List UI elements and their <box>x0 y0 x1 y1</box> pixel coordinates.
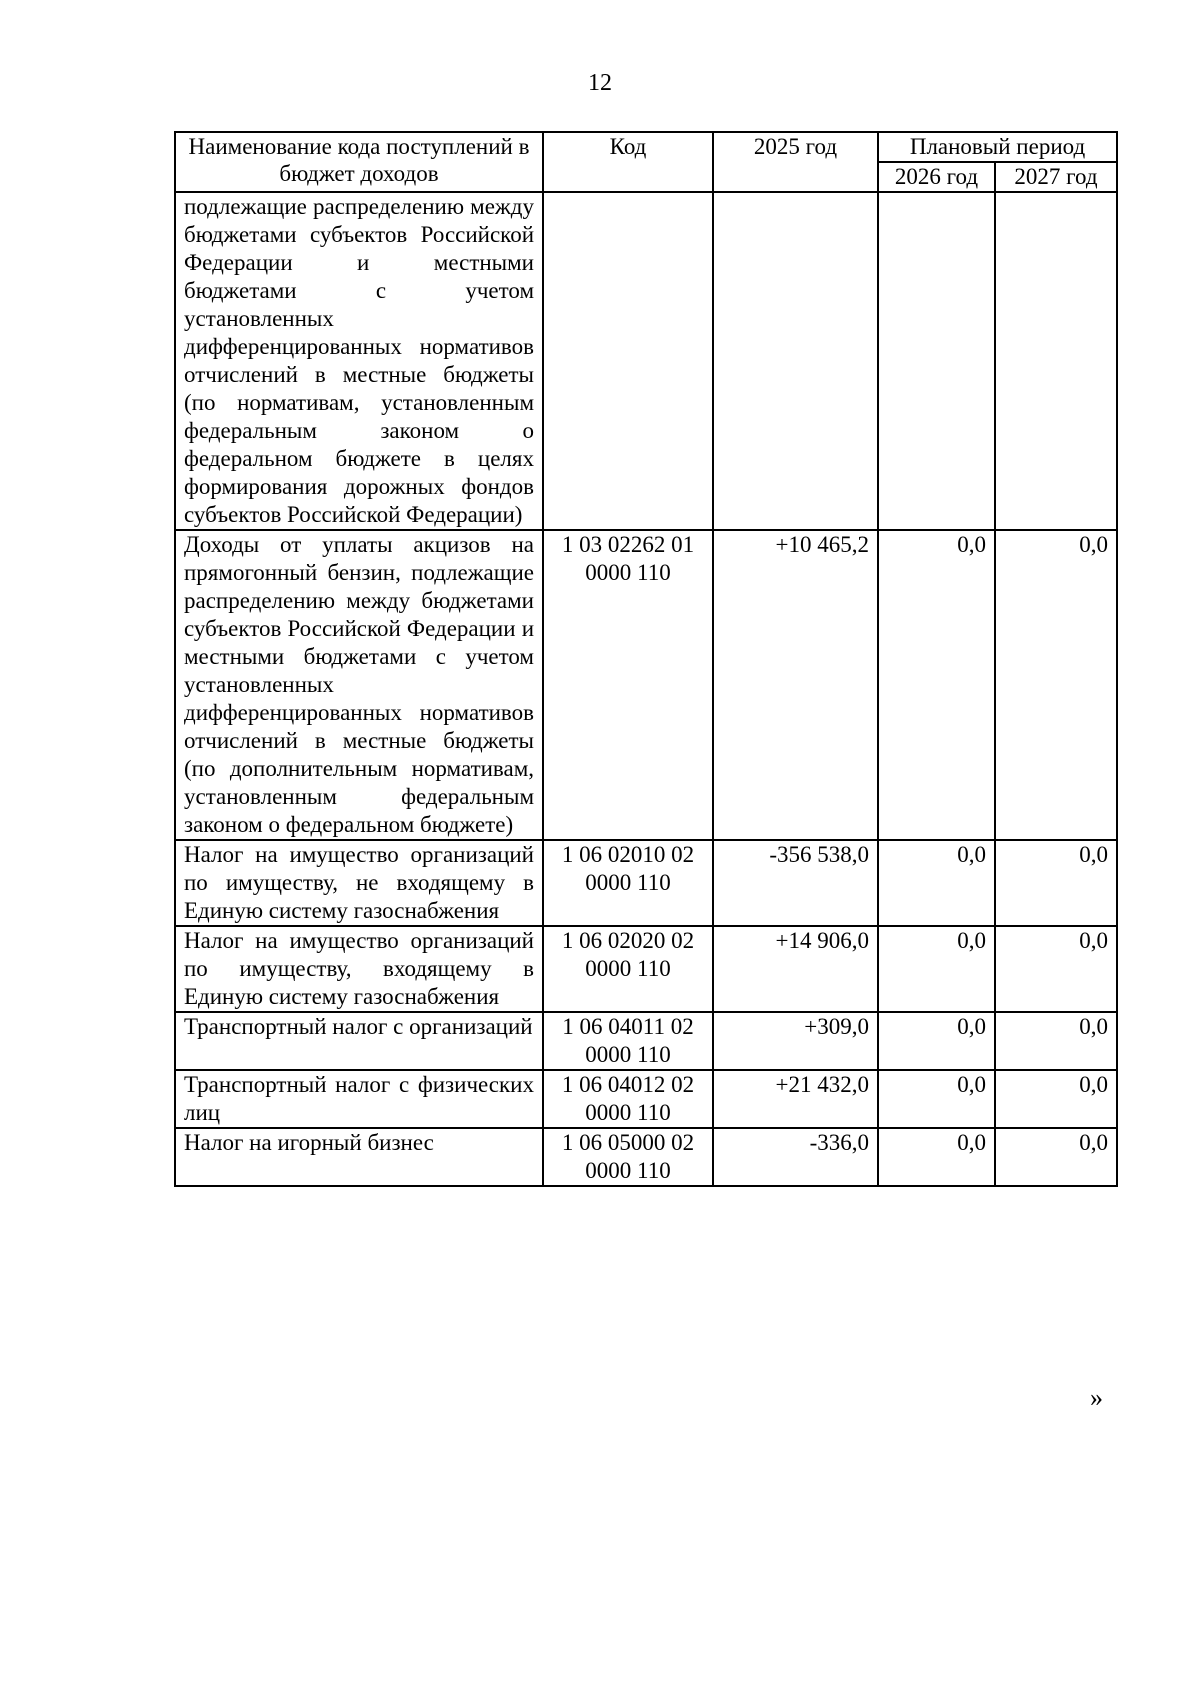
row-code: 1 03 02262 01 0000 110 <box>543 530 713 840</box>
table-row <box>175 1012 1117 1070</box>
row-2026: 0,0 <box>878 530 995 840</box>
table-row <box>175 192 1117 530</box>
row-2025: +309,0 <box>713 1012 878 1070</box>
header-plan-period: Плановый период <box>878 132 1117 162</box>
header-code: Код <box>543 132 713 192</box>
page-number: 12 <box>588 70 612 96</box>
header-name: Наименование кода поступлений в бюджет доходов <box>175 132 543 192</box>
row-name: Транспортный налог с физических лиц <box>175 1070 543 1128</box>
header-year-2026: 2026 год <box>878 162 995 192</box>
row-2025: +10 465,2 <box>713 530 878 840</box>
table-row <box>175 1128 1117 1186</box>
table-row <box>175 530 1117 840</box>
row-2027: 0,0 <box>995 1128 1117 1186</box>
row-2027: 0,0 <box>995 530 1117 840</box>
row-2027: 0,0 <box>995 840 1117 926</box>
row-name: Налог на имущество организаций по имуществу, входящему в Единую систему газоснабжения <box>175 926 543 1012</box>
row-name: Транспортный налог с организаций <box>175 1012 543 1070</box>
table-body <box>175 192 1117 1186</box>
row-name: Доходы от уплаты акцизов на прямогонный бензин, подлежащие распределению между бюджетами субъектов Российской Федерации и местными бюджетами с учетом установленных дифференцированных нормативов отчислений в местные бюджеты (по дополнительным нормативам, установленным федеральным законом о федеральном бюджете) <box>175 530 543 840</box>
header-year-2025: 2025 год <box>713 132 878 192</box>
row-2026: 0,0 <box>878 1128 995 1186</box>
row-2025: +21 432,0 <box>713 1070 878 1128</box>
row-2027: 0,0 <box>995 1012 1117 1070</box>
row-2025: -336,0 <box>713 1128 878 1186</box>
row-name: подлежащие распределению между бюджетами субъектов Российской Федерации и местными бюджетами с учетом установленных дифференцированных нормативов отчислений в местные бюджеты (по нормативам, установленным федеральным законом о федеральном бюджете в целях формирования дорожных фондов субъектов Российской Федерации) <box>175 192 543 530</box>
row-name: Налог на имущество организаций по имуществу, не входящему в Единую систему газоснабжения <box>175 840 543 926</box>
row-code: 1 06 02010 02 0000 110 <box>543 840 713 926</box>
row-2026 <box>878 192 995 530</box>
row-code: 1 06 02020 02 0000 110 <box>543 926 713 1012</box>
row-2027: 0,0 <box>995 1070 1117 1128</box>
row-2027 <box>995 192 1117 530</box>
closing-quote-mark: » <box>1090 1383 1103 1412</box>
row-code <box>543 192 713 530</box>
row-2025: -356 538,0 <box>713 840 878 926</box>
row-2025: +14 906,0 <box>713 926 878 1012</box>
table-row <box>175 926 1117 1012</box>
row-name: Налог на игорный бизнес <box>175 1128 543 1186</box>
row-2026: 0,0 <box>878 840 995 926</box>
row-2026: 0,0 <box>878 1070 995 1128</box>
table-row <box>175 1070 1117 1128</box>
row-2026: 0,0 <box>878 1012 995 1070</box>
row-code: 1 06 04012 02 0000 110 <box>543 1070 713 1128</box>
row-2026: 0,0 <box>878 926 995 1012</box>
table-header <box>175 132 1117 192</box>
table-row <box>175 840 1117 926</box>
row-2027: 0,0 <box>995 926 1117 1012</box>
row-code: 1 06 05000 02 0000 110 <box>543 1128 713 1186</box>
revenue-table <box>174 131 1118 1187</box>
row-2025 <box>713 192 878 530</box>
header-year-2027: 2027 год <box>995 162 1117 192</box>
row-code: 1 06 04011 02 0000 110 <box>543 1012 713 1070</box>
